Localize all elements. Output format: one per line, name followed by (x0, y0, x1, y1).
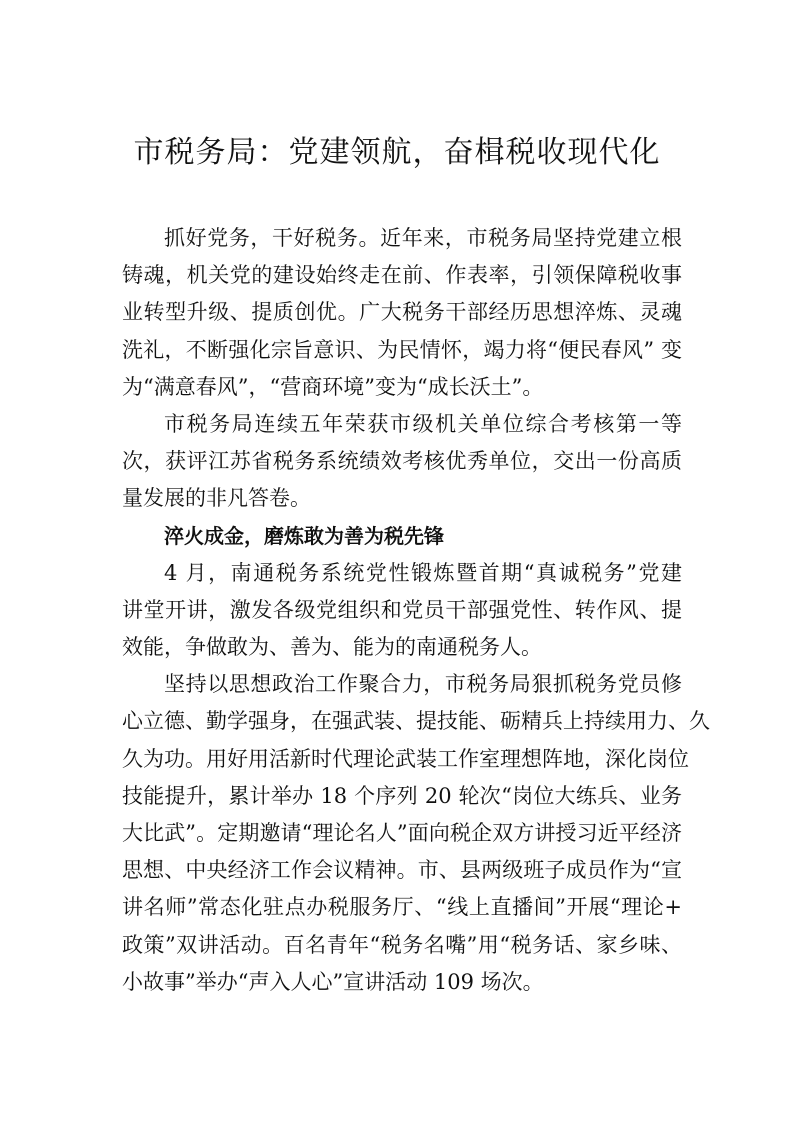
paragraph-line: 讲名师”常态化驻点办税服务厅、“线上直播间”开展“理论+ (122, 895, 682, 920)
paragraph-line: 久为功。用好用活新时代理论武装工作室理想阵地，深化岗位 (122, 746, 689, 771)
paragraph-line: 次，获评江苏省税务系统绩效考核优秀单位，交出一份高质 (122, 449, 682, 474)
document-title: 市税务局：党建领航，奋楫税收现代化 (133, 135, 661, 170)
document-body (122, 220, 710, 1001)
paragraph-line: 心立德、勤学强身，在强武装、提技能、砺精兵上持续用力、久 (122, 709, 710, 734)
paragraph-line: 铸魂，机关党的建设始终走在前、作表率，引领保障税收事 (122, 263, 682, 288)
paragraph-line: 思想、中央经济工作会议精神。市、县两级班子成员作为“宣 (122, 858, 682, 883)
paragraph-line: 业转型升级、提质创优。广大税务干部经历思想淬炼、灵魂 (122, 300, 682, 325)
paragraph-line: 抓好党务，干好税务。近年来，市税务局坚持党建立根 (164, 226, 682, 250)
paragraph-line: 讲堂开讲，激发各级党组织和党员干部强党性、转作风、提 (122, 597, 682, 622)
paragraph-line: 效能，争做敢为、善为、能为的南通税务人。 (122, 635, 542, 660)
paragraph-line: 4 月，南通税务系统党性锻炼暨首期“真诚税务”党建 (164, 560, 682, 585)
paragraph-line: 政策”双讲活动。百名青年“税务名嘴”用“税务话、家乡味、 (122, 932, 682, 957)
paragraph-line: 大比武”。定期邀请“理论名人”面向税企双方讲授习近平经济 (122, 821, 682, 845)
paragraph-line: 坚持以思想政治工作聚合力，市税务局狠抓税务党员修 (164, 672, 682, 697)
section-heading: 淬火成金，磨炼敢为善为税先锋 (164, 523, 444, 548)
paragraph-line: 市税务局连续五年荣获市级机关单位综合考核第一等 (164, 411, 682, 436)
paragraph-line: 为“满意春风”，“营商环境”变为“成长沃土”。 (122, 374, 544, 399)
paragraph-line: 技能提升，累计举办 18 个序列 20 轮次“岗位大练兵、业务 (122, 783, 682, 808)
paragraph-line: 洗礼，不断强化宗旨意识、为民情怀，竭力将“便民春风” 变 (122, 337, 682, 362)
paragraph-line: 量发展的非凡答卷。 (122, 486, 311, 511)
paragraph-line: 小故事”举办“声入人心”宣讲活动 109 场次。 (122, 969, 544, 994)
